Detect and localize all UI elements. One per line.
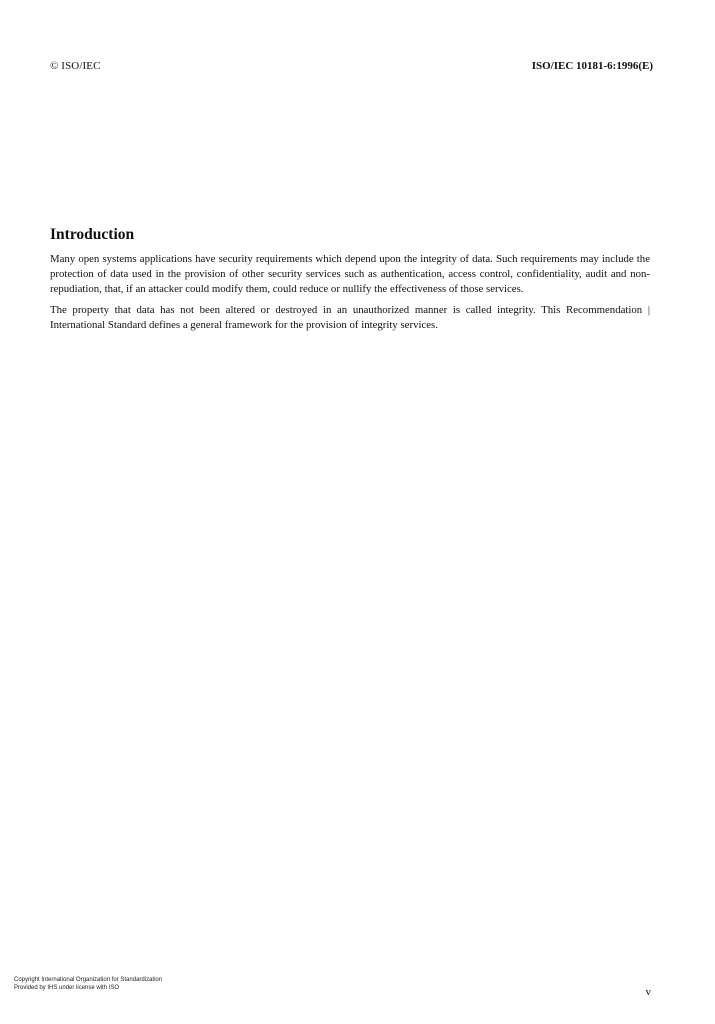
footer-copyright — [14, 977, 162, 992]
paragraph-2: The property that data has not been altered or destroyed in an unauthorized manner is called integrity. This Recommendation | International Standard defines a general framework for the provision of integrity services. — [50, 304, 650, 331]
footer-copyright-line2: Provided by IHS under license with ISO — [14, 984, 120, 991]
main-content — [50, 226, 650, 339]
page-number: v — [645, 986, 651, 998]
footer-copyright-line1: Copyright International Organization for Standardization — [14, 977, 163, 983]
header-copyright: © ISO/IEC — [50, 60, 101, 72]
section-title: Introduction — [50, 226, 135, 243]
paragraph-1: Many open systems applications have security requirements which depend upon the integrity of data. Such requirements may include the protection of data used in the provision of other security services such as authentication, access control, confidentiality, audit and non-repudiation, that, if an attacker could modify them, could reduce or nullify the effectiveness of those services. — [50, 253, 650, 295]
header-standard-id: ISO/IEC 10181-6:1996(E) — [531, 60, 653, 72]
